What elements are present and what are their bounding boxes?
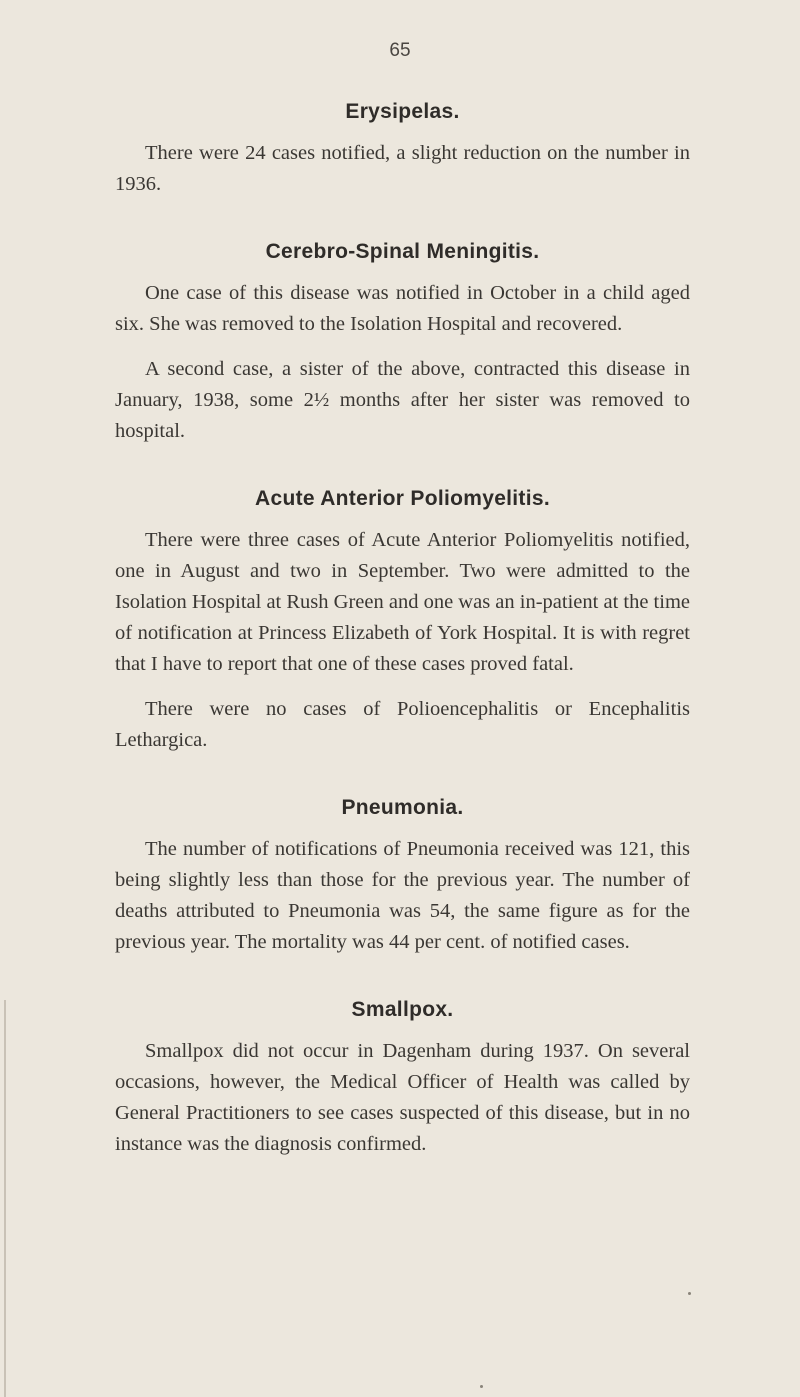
section-smallpox — [115, 998, 690, 1160]
section-cerebro-spinal-meningitis — [115, 240, 690, 447]
paragraph: One case of this disease was notified in October in a child aged six. She was removed to the Isolation Hospital and recovered. — [115, 282, 690, 335]
document-body — [115, 100, 690, 1200]
paragraph: Smallpox did not occur in Dagenham during 1937. On several occasions, however, the Medical Officer of Health was called by General Practitioners to see cases suspected of this disease, but in no instance was the diagnosis confirmed. — [115, 1040, 690, 1155]
paragraph: There were 24 cases notified, a slight reduction on the number in 1936. — [115, 142, 690, 195]
scan-speck — [480, 1385, 483, 1388]
section-acute-anterior-poliomyelitis — [115, 487, 690, 756]
paragraph: There were no cases of Polioencephalitis or Encephalitis Lethargica. — [115, 698, 690, 751]
section-erysipelas — [115, 100, 690, 200]
section-heading: Acute Anterior Poliomyelitis. — [255, 487, 550, 510]
scan-margin-line — [4, 1000, 6, 1397]
paragraph: There were three cases of Acute Anterior Poliomyelitis notified, one in August and two in September. Two were admitted to the Isolation Hospital at Rush Green and one was an in-patient at the time of notification at Princess Elizabeth of York Hospital. It is with regret that I have to report that one of these cases proved fatal. — [115, 529, 690, 675]
scan-speck — [688, 1292, 691, 1295]
section-heading: Pneumonia. — [341, 796, 464, 819]
section-heading: Cerebro-Spinal Meningitis. — [265, 240, 540, 263]
section-pneumonia — [115, 796, 690, 958]
section-heading: Erysipelas. — [345, 100, 460, 123]
paragraph: A second case, a sister of the above, contracted this disease in January, 1938, some 2½ months after her sister was removed to hospital. — [115, 358, 690, 442]
page-number: 65 — [389, 40, 411, 61]
section-heading: Smallpox. — [351, 998, 454, 1021]
paragraph: The number of notifications of Pneumonia received was 121, this being slightly less than those for the previous year. The number of deaths attributed to Pneumonia was 54, the same figure as for the previous year. The mortality was 44 per cent. of notified cases. — [115, 838, 690, 953]
